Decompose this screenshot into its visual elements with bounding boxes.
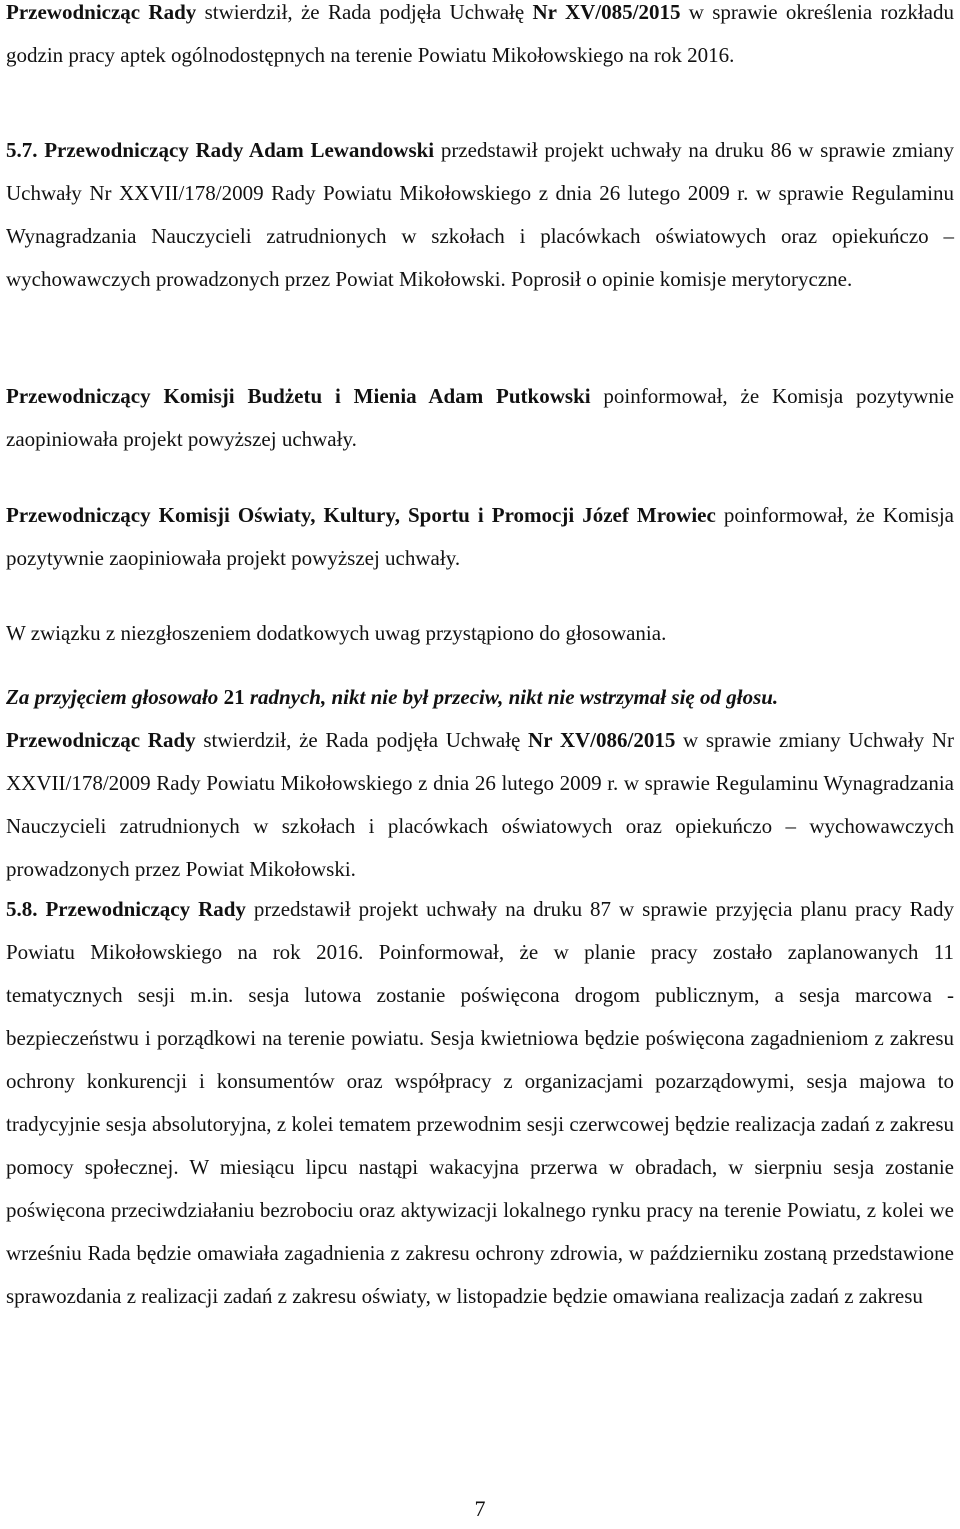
chair-label: Przewodnicząc Rady <box>6 728 196 752</box>
committee-chair: Przewodniczący Komisji Budżetu i Mienia Adam Putkowski <box>6 384 591 408</box>
paragraph-vote-result <box>6 676 954 719</box>
page-number: 7 <box>474 1496 486 1521</box>
vote-count: 21 <box>223 685 245 709</box>
item-heading: 5.7. Przewodniczący Rady Adam Lewandowski <box>6 138 435 162</box>
paragraph-voting-intro <box>6 612 954 655</box>
paragraph-resolution-086 <box>6 719 954 891</box>
paragraph-text: przedstawił projekt uchwały na druku 87 w sprawie przyjęcia planu pracy Rady Powiatu Mikołowskiego na rok 2016. Poinformował, że w planie pracy zostało zaplanowanych 11 tematycznych sesji m.in. sesja lutowa zostanie poświęcona drogom publicznym, a sesja marcowa - bezpieczeństwu i porządkowi na terenie powiatu. Sesja kwietniowa będzie poświęcona zagadnieniom z zakresu ochrony konkurencji i konsumentów oraz współpracy z organizacjami pozarządowymi, sesja majowa to tradycyjnie sesja absolutoryjna, z kolei tematem przewodnim sesji czerwcowej będzie realizacja zadań z zakresu pomocy społecznej. W miesiącu lipcu nastąpi wakacyjna przerwa w obradach, w sierpniu sesja zostanie poświęcona przeciwdziałaniu bezrobociu oraz aktywizacji lokalnego rynku pracy na terenie Powiatu, z kolei we wrześniu Rada będzie omawiała zagadnienia z zakresu ochrony zdrowia, w październiku zostaną przedstawione sprawozdania z realizacji zadań z zakresu oświaty, w listopadzie będzie omawiana realizacja zadań z zakresu <box>6 897 954 1308</box>
paragraph-item-5-7 <box>6 129 954 301</box>
paragraph-text: W związku z niezgłoszeniem dodatkowych uwag przystąpiono do głosowania. <box>6 621 667 645</box>
paragraph-item-5-8 <box>6 888 954 1318</box>
paragraph-resolution-085 <box>6 0 954 77</box>
paragraph-text: poinformował, że Komisja pozytywnie zaopiniowała projekt powyższej uchwały. <box>6 384 954 451</box>
paragraph-education-committee <box>6 494 954 580</box>
chair-label: Przewodnicząc Rady <box>6 0 197 24</box>
vote-text: radnych, nikt nie był przeciw, nikt nie wstrzymał się od głosu. <box>244 685 779 709</box>
item-heading: 5.8. Przewodniczący Rady <box>6 897 246 921</box>
vote-text: Za przyjęciem głosowało <box>6 685 224 709</box>
paragraph-text: w sprawie określenia rozkładu godzin pracy aptek ogólnodostępnych na terenie Powiatu Mikołowskiego na rok 2016. <box>6 0 954 67</box>
paragraph-text: w sprawie zmiany Uchwały Nr XXVII/178/2009 Rady Powiatu Mikołowskiego z dnia 26 lutego 2009 r. w sprawie Regulaminu Wynagradzania Nauczycieli zatrudnionych w szkołach i placówkach oświatowych oraz opiekuńczo – wychowawczych prowadzonych przez Powiat Mikołowski. <box>6 728 954 881</box>
paragraph-text: stwierdził, że Rada podjęła Uchwałę <box>196 0 533 24</box>
paragraph-text: przedstawił projekt uchwały na druku 86 w sprawie zmiany Uchwały Nr XXVII/178/2009 Rady Powiatu Mikołowskiego z dnia 26 lutego 2009 r. w sprawie Regulaminu Wynagradzania Nauczycieli zatrudnionych w szkołach i placówkach oświatowych oraz opiekuńczo – wychowawczych prowadzonych przez Powiat Mikołowski. Poprosił o opinie komisje merytoryczne. <box>6 138 954 291</box>
committee-chair: Przewodniczący Komisji Oświaty, Kultury, Sportu i Promocji Józef Mrowiec <box>6 503 716 527</box>
paragraph-text: stwierdził, że Rada podjęła Uchwałę <box>195 728 529 752</box>
paragraph-budget-committee <box>6 375 954 461</box>
paragraph-text: poinformował, że Komisja pozytywnie zaopiniowała projekt powyższej uchwały. <box>6 503 955 570</box>
resolution-number: Nr XV/085/2015 <box>532 0 681 24</box>
resolution-number: Nr XV/086/2015 <box>528 728 676 752</box>
